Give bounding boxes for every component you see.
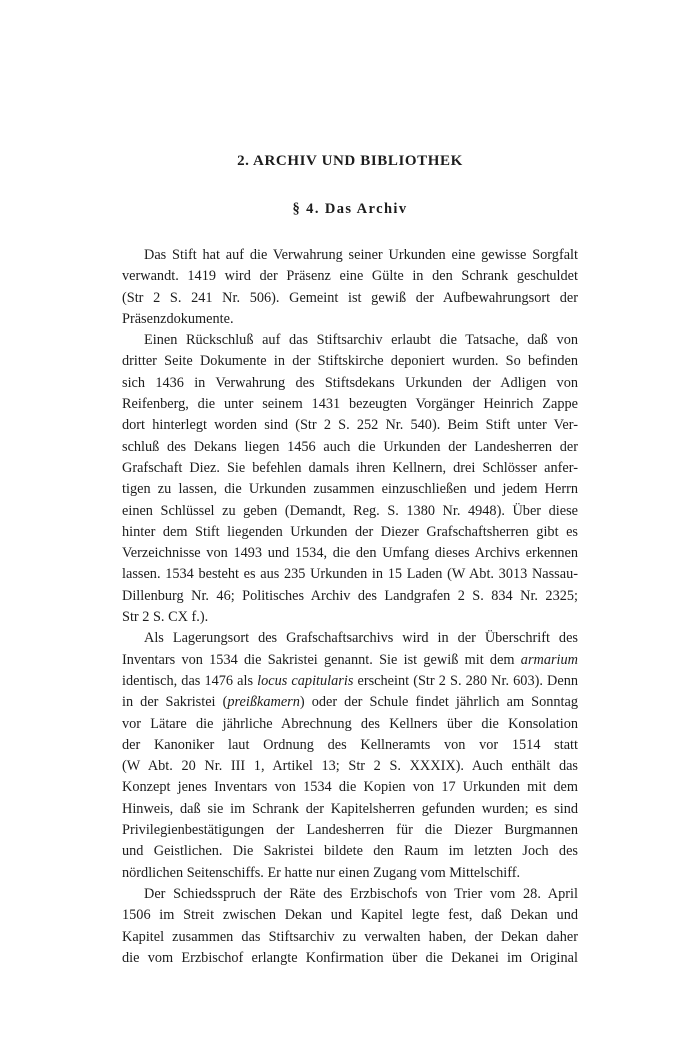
text-line: Str 2 S. CX f.). [122,609,209,626]
text-line: einen Schlüssel zu geben (Demandt, Reg. S. 1380 Nr. 4948). Über diese [122,502,578,519]
text-line: vor Lätare die jährliche Abrechnung des Kellners über die Konsolation [122,715,578,732]
text-line: die vom Erzbischof erlangte Konfirmation über die Dekanei im Original [122,949,578,966]
text-line: in der Sakristei (preißkamern) oder der Schule findet jährlich am Sonntag [122,694,578,711]
text-line: Das Stift hat auf die Verwahrung seiner Urkunden eine gewisse Sorgfalt [144,247,578,263]
text-line: identisch, das 1476 als locus capitularis erscheint (Str 2 S. 280 Nr. 603). Denn [122,672,578,689]
text-line: dritter Seite Dokumente in der Stiftskirche deponiert wurden. So befinden [122,353,578,370]
chapter-heading: 2. ARCHIV UND BIBLIOTHEK [237,153,463,169]
text-line: Präsenzdokumente. [122,310,234,327]
text-line: Hinweis, daß sie im Schrank der Kapitelsherren gefunden wurden; es sind [122,800,578,817]
body-text [122,245,578,969]
text-line: Als Lagerungsort des Grafschaftsarchivs wird in der Überschrift des [144,630,578,647]
text-line: nördlichen Seitenschiffs. Er hatte nur einen Zugang vom Mittelschiff. [122,864,521,881]
text-line: Verzeichnisse von 1493 und 1534, die den Umfang dieses Archivs erkennen [122,545,578,562]
text-line: der Kanoniker laut Ordnung des Kellneramts von vor 1514 statt [122,736,578,753]
italic-term: preißkamern [227,694,300,711]
paragraph [122,330,578,628]
text-line: (Str 2 S. 241 Nr. 506). Gemeint ist gewiß der Aufbewahrungsort der [122,289,578,306]
paragraph [122,884,578,969]
text-line: Der Schiedsspruch der Räte des Erzbischofs von Trier vom 28. April [144,885,578,902]
text-line: Kapitel zusammen das Stiftsarchiv zu verwalten haben, der Dekan daher [122,928,578,945]
section-heading: § 4. Das Archiv [292,201,408,217]
book-page [122,150,578,969]
text-line: Reifenberg, die unter seinem 1431 bezeugten Vorgänger Heinrich Zappe [122,396,578,413]
italic-term: armarium [520,651,578,668]
text-line: und Geistlichen. Die Sakristei bildete den Raum im letzten Joch des [122,843,578,860]
text-line: Dillenburg Nr. 46; Politisches Archiv des Landgrafen 2 S. 834 Nr. 2325; [122,587,578,604]
text-line: Inventars von 1534 die Sakristei genannt. Sie ist gewiß mit dem armarium [122,651,578,668]
text-line: verwandt. 1419 wird der Präsenz eine Gülte in den Schrank geschuldet [122,268,578,285]
text-line: Einen Rückschluß auf das Stiftsarchiv erlaubt die Tatsache, daß von [144,332,578,349]
text-line: (W Abt. 20 Nr. III 1, Artikel 13; Str 2 S. XXXIX). Auch enthält das [122,758,578,775]
text-line: schluß des Dekans liegen 1456 auch die Urkunden der Landesherren der [122,438,578,455]
text-line: 1506 im Streit zwischen Dekan und Kapitel legte fest, daß Dekan und [122,907,578,924]
text-line: tigen zu lassen, die Urkunden zusammen einzuschließen und jedem Herrn [122,481,578,498]
text-line: lassen. 1534 besteht es aus 235 Urkunden in 15 Laden (W Abt. 3013 Nassau- [122,566,578,583]
text-line: sich 1436 in Verwahrung des Stiftsdekans Urkunden der Adligen von [122,374,578,391]
paragraph [122,245,578,330]
italic-term: locus capitularis [257,672,354,689]
text-line: Grafschaft Diez. Sie befehlen damals ihren Kellnern, drei Schlösser anfer- [122,459,578,476]
text-line: dort hinterlegt worden sind (Str 2 S. 252 Nr. 540). Beim Stift unter Ver- [122,417,578,434]
text-line: Privilegienbestätigungen der Landesherren für die Diezer Burgmannen [122,822,578,839]
text-line: hinter dem Stift liegenden Urkunden der Diezer Grafschaftsherren gibt es [122,523,578,540]
text-line: Konzept jenes Inventars von 1534 die Kopien von 17 Urkunden mit dem [122,779,578,796]
paragraph [122,628,578,884]
